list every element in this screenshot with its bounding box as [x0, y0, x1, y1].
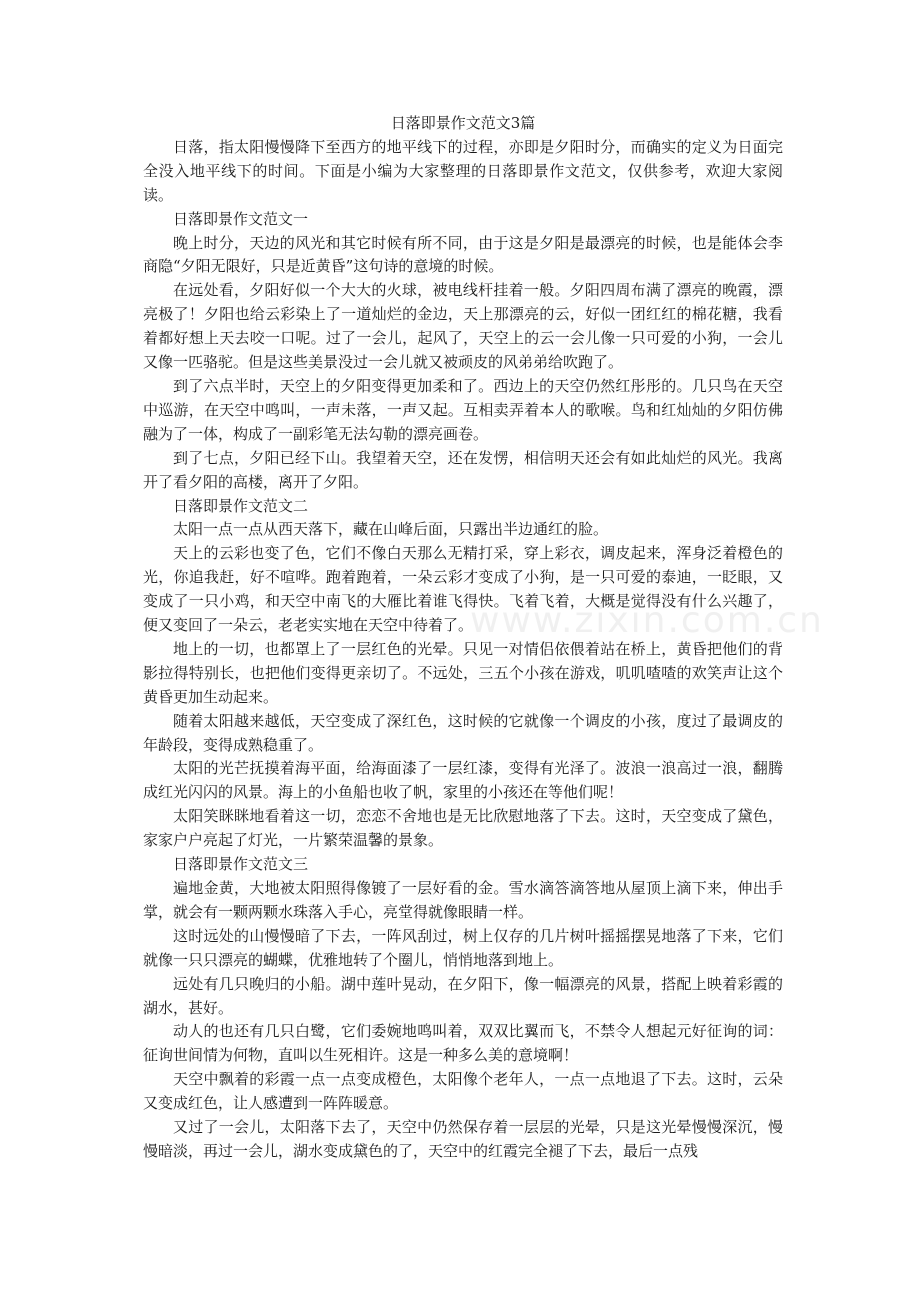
document-title: 日落即景作文范文3篇	[390, 114, 536, 132]
section-2-paragraph: 太阳的光芒抚摸着海平面，给海面漆了一层红漆，变得有光泽了。波浪一浪高过一浪，翻腾成红光闪闪的风景。海上的小鱼船也收了帆，家里的小孩还在等他们呢！	[143, 759, 783, 802]
section-1-paragraph: 晚上时分，天边的风光和其它时候有所不同，由于这是夕阳是最漂亮的时候，也是能体会李商隐“夕阳无限好，只是近黄昏”这句诗的意境的时候。	[143, 233, 783, 276]
section-1-paragraph: 在远处看，夕阳好似一个大大的火球，被电线杆挂着一般。夕阳四周布满了漂亮的晚霞，漂亮极了！夕阳也给云彩染上了一道灿烂的金边，天上那漂亮的云，好似一团红红的棉花糖，我看着都好想上天去咬一口呢。过了一会儿，起风了，天空上的云一会儿像一只可爱的小狗，一会儿又像一匹骆驼。但是这些美景没过一会儿就又被顽皮的风弟弟给吹跑了。	[143, 281, 783, 372]
section-2-paragraph: 天上的云彩也变了色，它们不像白天那么无精打采，穿上彩衣，调皮起来，浑身泛着橙色的光，你追我赶，好不喧哗。跑着跑着，一朵云彩才变成了小狗，是一只可爱的泰迪，一眨眼，又变成了一只小鸡，和天空中南飞的大雁比着谁飞得快。飞着飞着，大概是觉得没有什么兴趣了，便又变回了一朵云，老老实实地在天空中待着了。	[143, 544, 783, 635]
section-heading-1: 日落即景作文范文一	[173, 209, 309, 228]
watermark-text: www.zixin.com.cn	[470, 600, 824, 641]
section-2-paragraph: 太阳一点一点从西天落下，藏在山峰后面，只露出半边通红的脸。	[173, 520, 609, 539]
section-2-paragraph: 随着太阳越来越低，天空变成了深红色，这时候的它就像一个调皮的小孩，度过了最调皮的年龄段，变得成熟稳重了。	[143, 711, 783, 754]
section-heading-3: 日落即景作文范文三	[173, 855, 309, 874]
section-heading-2: 日落即景作文范文二	[173, 496, 309, 515]
section-2-paragraph: 地上的一切，也都罩上了一层红色的光晕。只见一对情侣依偎着站在桥上，黄昏把他们的背影拉得特别长，也把他们变得更亲切了。不远处，三五个小孩在游戏，叽叽喳喳的欢笑声让这个黄昏更加生动起来。	[143, 639, 783, 706]
section-3-paragraph: 远处有几只晚归的小船。湖中莲叶晃动，在夕阳下，像一幅漂亮的风景，搭配上映着彩霞的湖水，甚好。	[143, 974, 783, 1017]
section-3-paragraph: 遍地金黄，大地被太阳照得像镀了一层好看的金。雪水滴答滴答地从屋顶上滴下来，伸出手掌，就会有一颗两颗水珠落入手心，亮堂得就像眼睛一样。	[143, 879, 783, 921]
section-3-paragraph: 这时远处的山慢慢暗了下去，一阵风刮过，树上仅存的几片树叶摇摇摆晃地落了下来，它们就像一只只漂亮的蝴蝶，优雅地转了个圈儿，悄悄地落到地上。	[143, 926, 783, 969]
intro-paragraph: 日落，指太阳慢慢降下至西方的地平线下的过程，亦即是夕阳时分，而确实的定义为日面完全没入地平线下的时间。下面是小编为大家整理的日落即景作文范文，仅供参考，欢迎大家阅读。	[143, 137, 783, 204]
section-1-paragraph: 到了七点，夕阳已经下山。我望着天空，还在发愣，相信明天还会有如此灿烂的风光。我离开了看夕阳的高楼，离开了夕阳。	[143, 448, 783, 491]
document-body	[143, 112, 783, 1164]
section-3-paragraph: 又过了一会儿，太阳落下去了，天空中仍然保存着一层层的光晕，只是这光晕慢慢深沉，慢慢暗淡，再过一会儿，湖水变成黛色的了，天空中的红霞完全褪了下去，最后一点残	[143, 1118, 783, 1160]
section-3-paragraph: 动人的也还有几只白鹭，它们委婉地鸣叫着，双双比翼而飞，不禁令人想起元好征询的词：征询世间情为何物，直叫以生死相许。这是一种多么美的意境啊！	[143, 1022, 783, 1065]
section-2-paragraph: 太阳笑眯眯地看着这一切，恋恋不舍地也是无比欣慰地落了下去。这时，天空变成了黛色，家家户户亮起了灯光，一片繁荣温馨的景象。	[143, 807, 783, 850]
section-1-paragraph: 到了六点半时，天空上的夕阳变得更加柔和了。西边上的天空仍然红彤彤的。几只鸟在天空中巡游，在天空中鸣叫，一声未落，一声又起。互相卖弄着本人的歌喉。鸟和红灿灿的夕阳仿佛融为了一体，构成了一副彩笔无法勾勒的漂亮画卷。	[143, 376, 783, 443]
section-3-paragraph: 天空中飘着的彩霞一点一点变成橙色，太阳像个老年人，一点一点地退了下去。这时，云朵又变成红色，让人感遭到一阵阵暖意。	[143, 1070, 783, 1113]
